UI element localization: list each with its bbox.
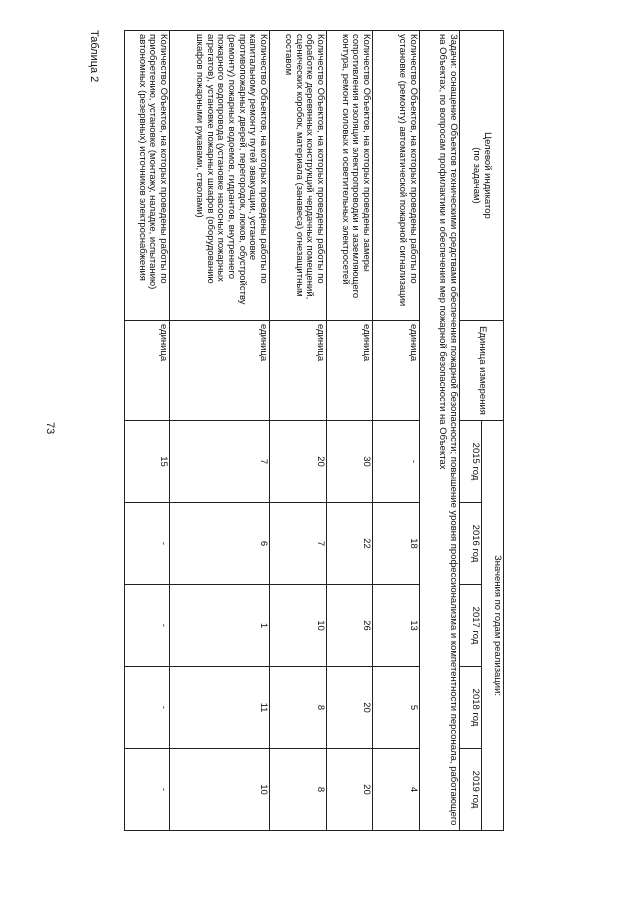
value-cell: - [125,503,170,585]
table-row [270,31,327,831]
indicator-table [124,30,504,831]
header-values: Значения по годам реализации: [482,421,504,831]
table-title: Таблица 2 [88,30,100,83]
value-cell: - [373,421,420,503]
value-cell: 26 [327,585,373,667]
header-year: 2019 год [460,749,482,831]
value-cell: 20 [270,421,327,503]
page-number: 73 [44,422,56,435]
value-cell: 7 [270,503,327,585]
value-cell: - [125,585,170,667]
indicator-cell: Количество Объектов, на которых проведены работы по обработке деревянных конструкций чердачных помещений, сценических коробок, материала (занавеса) огнезащитным составом [270,31,327,321]
table-row [373,31,420,831]
value-cell: - [125,667,170,749]
value-cell: 20 [327,749,373,831]
header-year: 2016 год [460,503,482,585]
indicator-cell: Количество Объектов, на которых проведены работы по приобретению, установке (монтажу, наладке, испытанию) автономных (резервных) источников электроснабжения [125,31,170,321]
header-unit: Единица измерения [460,321,504,421]
value-cell: 6 [170,503,270,585]
indicator-cell: Количество Объектов, на которых проведены замеры сопротивления изоляции электропроводки и заземляющего контура, ремонт силовых и осветительных электросетей [327,31,373,321]
header-year: 2018 год [460,667,482,749]
value-cell: 11 [170,667,270,749]
value-cell: 18 [373,503,420,585]
indicator-cell: Количество Объектов, на которых проведены работы по капитальному ремонту путей эвакуации, установке противопожарных дверей, перегородок, люков, обустройству (ремонту) пожарных водоемов, гидрантов, внутреннего пожарного водопровода (установке насосных пожарных агрегатов), установке пожарных шкафов (оборудованию шкафов пожарными рукавами, стволами) [170,31,270,321]
indicator-cell: Количество Объектов, на которых проведены работы по установке (ремонту) автоматической пожарной сигнализации [373,31,420,321]
value-cell: 1 [170,585,270,667]
unit-cell: единица [125,321,170,421]
value-cell: 22 [327,503,373,585]
value-cell: 15 [125,421,170,503]
value-cell: 10 [270,585,327,667]
value-cell: 20 [327,667,373,749]
value-cell: 4 [373,749,420,831]
value-cell: 7 [170,421,270,503]
value-cell: - [125,749,170,831]
unit-cell: единица [373,321,420,421]
table-row [170,31,270,831]
value-cell: 5 [373,667,420,749]
header-year: 2017 год [460,585,482,667]
unit-cell: единица [270,321,327,421]
task-description: Задачи: оснащение Объектов техническими средствами обеспечения пожарной безопасности; повышение уровня профессионализма и компетентности персонала, работающего на Объектах, по вопросам профилактики и обеспечения мер пожарной безопасности на Объектах [420,31,460,831]
rotated-table-container [136,30,504,830]
unit-cell: единица [170,321,270,421]
value-cell: 10 [170,749,270,831]
value-cell: 13 [373,585,420,667]
unit-cell: единица [327,321,373,421]
table-row [125,31,170,831]
value-cell: 30 [327,421,373,503]
value-cell: 8 [270,749,327,831]
header-year: 2015 год [460,421,482,503]
table-row [327,31,373,831]
value-cell: 8 [270,667,327,749]
header-indicator: Целевой индикатор (по задачам) [460,31,504,321]
